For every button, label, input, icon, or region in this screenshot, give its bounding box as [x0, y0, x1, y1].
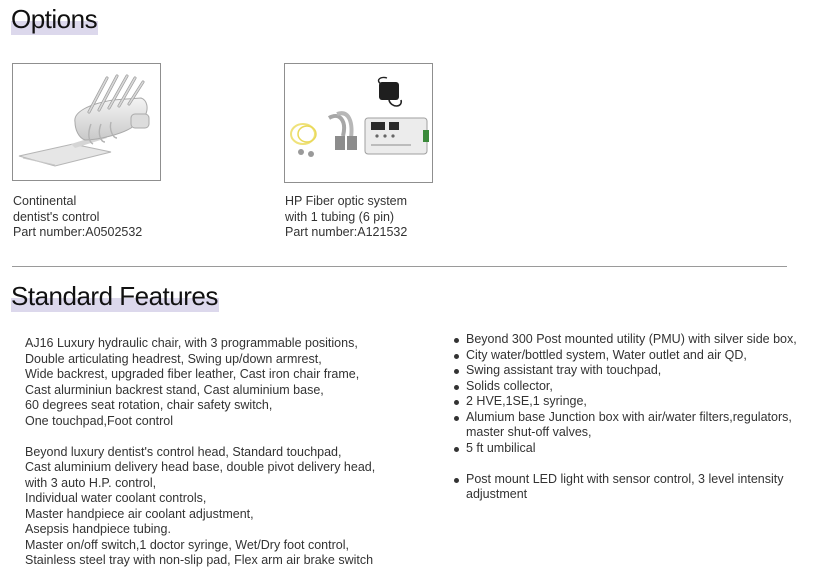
feature-line: Asepsis handpiece tubing. — [25, 522, 171, 536]
bullet-text: 2 HVE,1SE,1 syringe, — [466, 394, 587, 408]
bullet-text: 5 ft umbilical — [466, 440, 536, 455]
bullet-text: City water/bottled system, Water outlet and air QD, — [466, 347, 747, 362]
feature-line: Beyond luxury dentist's control head, Standard touchpad, — [25, 444, 342, 459]
options-heading-text: Options — [11, 4, 98, 34]
product-caption-dentist-control — [13, 194, 142, 241]
feature-bullet-item — [452, 441, 797, 457]
feature-bullet-item — [452, 348, 797, 364]
section-divider — [12, 266, 787, 267]
feature-bullet-item — [452, 363, 797, 379]
product-name-line: HP Fiber optic system — [285, 194, 408, 208]
bullet-text: Post mount LED light with sensor control, 3 level intensity — [466, 471, 784, 486]
feature-line: One touchpad,Foot control — [25, 413, 174, 428]
feature-paragraph-control-head — [25, 445, 375, 569]
feature-bullet-list — [452, 332, 797, 456]
feature-bullet-item — [452, 379, 797, 395]
feature-line: with 3 auto H.P. control, — [25, 475, 157, 490]
feature-paragraph-chair — [25, 336, 375, 429]
options-heading — [11, 4, 98, 34]
feature-line: Wide backrest, upgraded fiber leather, Cast iron chair frame, — [25, 367, 360, 381]
standard-features-heading — [11, 281, 219, 311]
feature-bullet-item — [452, 332, 797, 348]
feature-bullet-item — [452, 472, 797, 503]
feature-line: 60 degrees seat rotation, chair safety switch, — [25, 398, 273, 412]
feature-line: Master on/off switch,1 doctor syringe, Wet/Dry foot control, — [25, 537, 349, 552]
product-caption-fiber-optic — [285, 194, 407, 241]
fiber-optic-image — [284, 63, 433, 183]
product-part-number: Part number:A0502532 — [13, 225, 143, 239]
feature-line: Double articulating headrest, Swing up/down armrest, — [25, 351, 322, 366]
features-left-column — [25, 336, 375, 569]
bullet-text: Beyond 300 Post mounted utility (PMU) with silver side box, — [466, 332, 797, 346]
feature-line: AJ16 Luxury hydraulic chair, with 3 programmable positions, — [25, 336, 358, 350]
fiber-optic-system-icon — [285, 64, 432, 182]
feature-bullet-item — [452, 410, 797, 441]
product-name-line: with 1 tubing (6 pin) — [285, 209, 395, 224]
feature-line: Cast alurminiun backrest stand, Cast aluminium base, — [25, 382, 324, 397]
feature-line: Cast aluminium delivery head base, double pivot delivery head, — [25, 460, 376, 474]
features-right-column — [452, 332, 797, 503]
feature-line: Individual water coolant controls, — [25, 491, 207, 505]
product-name-line: dentist's control — [13, 209, 100, 224]
dentist-control-unit-icon — [13, 64, 160, 180]
bullet-text: adjustment — [466, 487, 528, 501]
product-name-line: Continental — [13, 194, 77, 208]
dentist-control-image — [12, 63, 161, 181]
feature-bullet-item — [452, 394, 797, 410]
bullet-text: Alumium base Junction box with air/water filters,regulators, — [466, 409, 792, 424]
feature-line: Stainless steel tray with non-slip pad, Flex arm air brake switch — [25, 553, 374, 567]
standard-features-heading-text: Standard Features — [11, 281, 218, 311]
bullet-text: Solids collector, — [466, 378, 553, 393]
feature-line: Master handpiece air coolant adjustment, — [25, 506, 254, 521]
bullet-text: Swing assistant tray with touchpad, — [466, 363, 662, 377]
feature-bullet-list-light — [452, 472, 797, 503]
bullet-text: master shut-off valves, — [466, 425, 592, 439]
product-part-number: Part number:A121532 — [285, 225, 408, 239]
